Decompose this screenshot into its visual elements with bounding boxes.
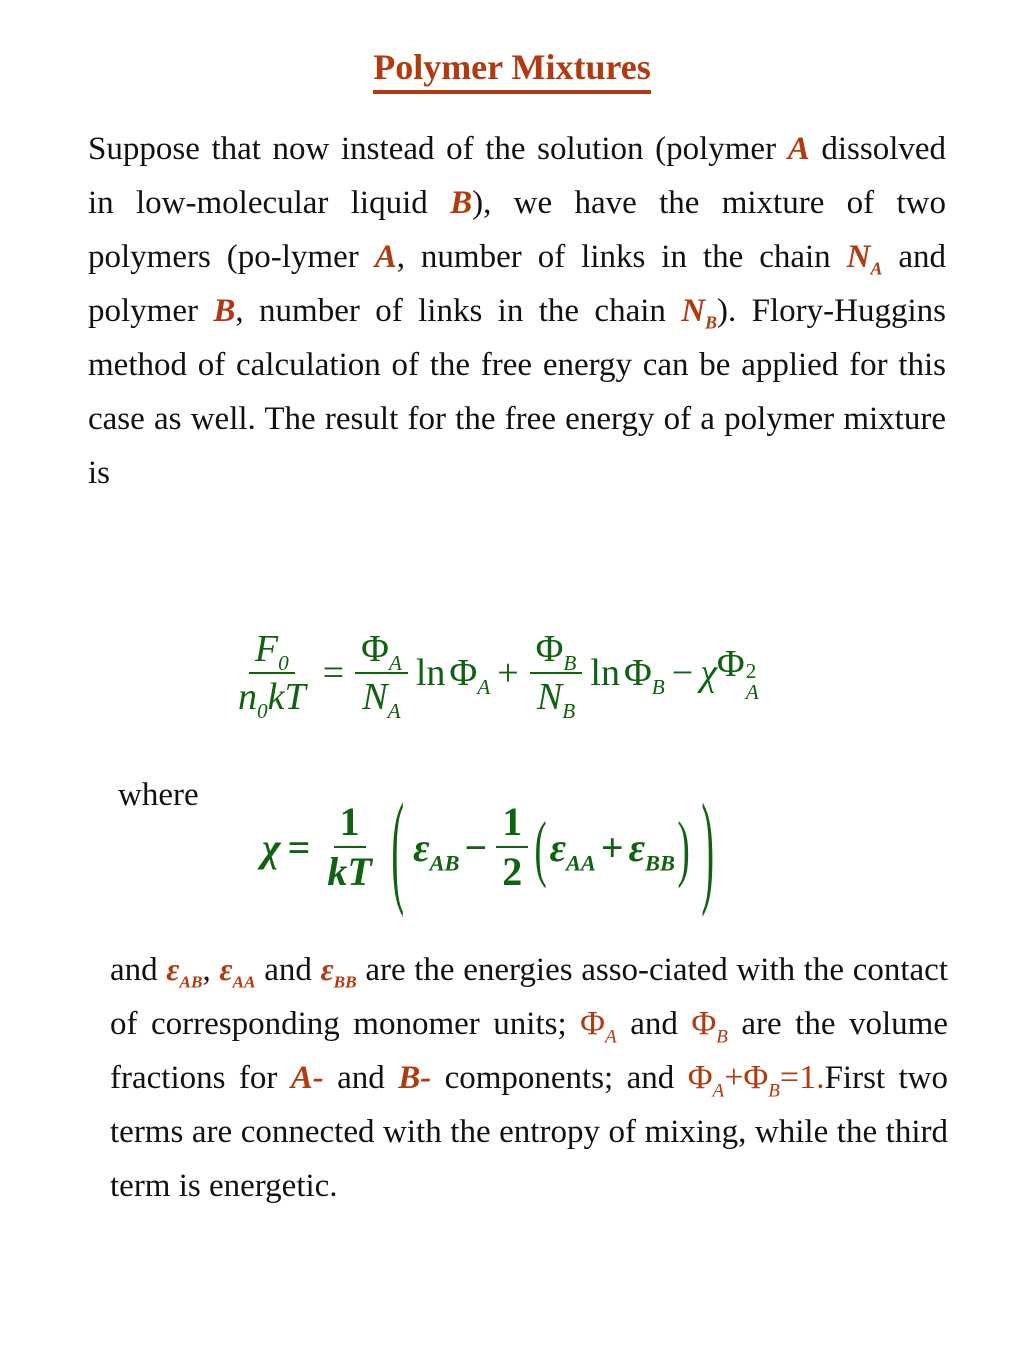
intro-paragraph xyxy=(88,122,946,500)
fraction-one-over-kt xyxy=(321,800,377,895)
page-title-text: Polymer Mixtures xyxy=(373,49,651,94)
symbol-epsilon-base: ε xyxy=(219,951,233,987)
fraction-numerator xyxy=(530,628,583,674)
paren-open-inner: ( xyxy=(534,805,548,889)
symbol-phi: Φ xyxy=(716,643,745,686)
label-b-component: B- xyxy=(398,1060,432,1096)
tail-text-3: and xyxy=(255,952,321,988)
symbol-phi-b-subscript: B xyxy=(563,650,577,675)
symbol-kT: kT xyxy=(267,675,306,718)
tail-text-5: and xyxy=(616,1006,692,1042)
operator-equals: = xyxy=(287,824,311,870)
term-epsilon-aa xyxy=(549,824,596,876)
symbol-n-subscript: 0 xyxy=(257,698,268,723)
exponent-2: 2 xyxy=(745,659,757,684)
symbol-N-a-subscript: A xyxy=(387,698,401,723)
relation-phi-sum xyxy=(687,1059,825,1102)
tail-text-4: are the energies asso-ciated with the contact of corresponding monomer units; xyxy=(110,952,948,1042)
symbol-phi-base: Φ xyxy=(580,1005,606,1042)
symbol-F-subscript: 0 xyxy=(278,650,289,675)
symbol-N-b-subscript: B xyxy=(562,698,576,723)
tail-text-8: components; and xyxy=(431,1060,688,1096)
symbol-chi: χ xyxy=(262,824,281,870)
symbol-phi-subscript: B xyxy=(651,674,665,699)
tail-text-6: are the volume fractions for xyxy=(110,1006,948,1096)
symbol-phi-a-subscript: A xyxy=(388,650,402,675)
label-a-component: A- xyxy=(290,1060,324,1096)
symbol-phi: Φ xyxy=(449,652,478,695)
fraction-denominator xyxy=(356,674,406,723)
symbol-phi-base: Φ xyxy=(691,1005,717,1042)
symbol-phi-a-inline xyxy=(580,1005,617,1048)
page-title xyxy=(0,46,1024,94)
symbol-epsilon: ε xyxy=(413,824,430,870)
operator-minus: − xyxy=(464,824,488,870)
symbol-polymer-b: B xyxy=(450,185,473,221)
symbol-n-a-subscript: A xyxy=(870,258,883,279)
intro-text-4: , number of links in the chain xyxy=(396,239,847,275)
term-epsilon-bb xyxy=(628,824,675,876)
operator-ln-2: ln xyxy=(590,652,620,695)
subscript-AB: AB xyxy=(429,850,460,876)
subscript-BB: BB xyxy=(645,850,675,876)
symbol-polymer-a: A xyxy=(787,131,810,167)
intro-text-7: ). Flory-Huggins method of calculation of the free energy can be applied for this case as well. The result for the free energy of a polymer mixture is xyxy=(88,293,947,491)
fraction-phib-nb xyxy=(530,628,583,723)
symbol-phi-b-inline xyxy=(691,1005,728,1048)
tail-text-2: , xyxy=(202,952,220,988)
value-one: 1 xyxy=(799,1059,817,1096)
symbol-phi-b-subscript: B xyxy=(768,1080,780,1102)
symbol-epsilon-base: ε xyxy=(166,951,180,987)
symbol-phi-a-subscript: A xyxy=(712,1080,725,1102)
intro-text-2: dissolved in low-molecular liquid xyxy=(88,131,947,221)
tail-text-1: and xyxy=(110,952,167,988)
where-label: where xyxy=(118,777,199,813)
fraction-denominator: kT xyxy=(327,848,372,894)
period: . xyxy=(816,1059,825,1096)
fraction-numerator: 1 xyxy=(496,800,528,848)
paren-close-inner: ) xyxy=(677,805,690,889)
symbol-phi-a: Φ xyxy=(361,628,389,670)
symbol-epsilon-bb xyxy=(320,951,357,992)
intro-text-1: Suppose that now instead of the solution (polymer xyxy=(88,131,788,167)
operator-equals: = xyxy=(779,1059,800,1096)
subscript-A: A xyxy=(745,680,759,705)
symbol-phi-a-subscript: A xyxy=(605,1026,617,1048)
symbol-epsilon-base: ε xyxy=(320,951,334,987)
tail-paragraph xyxy=(110,942,948,1213)
symbol-n-a xyxy=(846,239,883,279)
symbol-epsilon-aa-subscript: AA xyxy=(232,972,256,992)
symbol-epsilon-bb-subscript: BB xyxy=(333,972,357,992)
paren-open-outer: ( xyxy=(391,776,404,919)
symbol-N-b: N xyxy=(536,675,563,718)
operator-minus: − xyxy=(671,652,694,695)
symbol-polymer-a-2: A xyxy=(374,239,397,275)
symbol-polymer-b-2: B xyxy=(213,293,236,329)
fraction-denominator xyxy=(531,674,581,723)
symbol-phi-b: Φ xyxy=(535,628,564,670)
symbol-n-a-base: N xyxy=(846,239,871,275)
symbol-phi: Φ xyxy=(623,652,652,695)
fraction-numerator xyxy=(249,628,295,674)
argument-phi-a-1 xyxy=(449,651,491,699)
symbol-phi-subscript: A xyxy=(477,674,491,699)
term-phi-a-squared xyxy=(717,642,759,703)
term-epsilon-ab xyxy=(413,824,460,876)
symbol-n-b-base: N xyxy=(681,293,706,329)
equation-chi-parameter xyxy=(262,776,724,919)
symbol-epsilon: ε xyxy=(628,824,646,870)
symbol-epsilon-aa xyxy=(219,951,256,992)
symbol-chi: χ xyxy=(700,652,717,695)
symbol-epsilon: ε xyxy=(549,824,566,870)
operator-plus: + xyxy=(724,1059,744,1096)
symbol-epsilon-ab-subscript: AB xyxy=(179,972,203,992)
symbol-epsilon-ab xyxy=(166,951,203,992)
symbol-phi-b-base: Φ xyxy=(743,1059,769,1096)
symbol-n-b xyxy=(681,293,718,333)
argument-phi-b-2 xyxy=(623,651,665,699)
symbol-n-b-subscript: B xyxy=(705,312,718,333)
fraction-denominator xyxy=(232,674,312,723)
operator-equals: = xyxy=(322,652,345,695)
tail-text-7: and xyxy=(323,1060,399,1096)
phi-sub-sup-group xyxy=(746,661,759,704)
symbol-N-a: N xyxy=(362,675,388,718)
operator-ln-1: ln xyxy=(415,652,446,695)
equation-free-energy xyxy=(228,628,759,723)
intro-text-6: , number of links in the chain xyxy=(235,293,682,329)
subscript-AA: AA xyxy=(565,850,596,876)
fraction-denominator: 2 xyxy=(502,848,523,894)
fraction-f0-n0kt xyxy=(232,628,312,723)
fraction-one-half xyxy=(496,800,528,895)
tail-text-9: First two terms are connected with the entropy of mixing, while the third term is energetic. xyxy=(110,1060,948,1204)
fraction-phia-na xyxy=(355,628,408,723)
symbol-F: F xyxy=(254,628,279,670)
symbol-phi-b-subscript: B xyxy=(716,1026,728,1048)
fraction-numerator: 1 xyxy=(334,800,366,848)
symbol-phi-a-base: Φ xyxy=(687,1059,713,1096)
fraction-numerator xyxy=(355,628,408,674)
paren-close-outer: ) xyxy=(701,776,715,919)
intro-text-5: and polymer xyxy=(88,239,946,329)
operator-plus: + xyxy=(600,824,624,870)
intro-text-3: ), we have the mixture of two polymers (po-lymer xyxy=(88,185,946,275)
symbol-n: n xyxy=(238,675,257,718)
operator-plus: + xyxy=(497,652,519,695)
